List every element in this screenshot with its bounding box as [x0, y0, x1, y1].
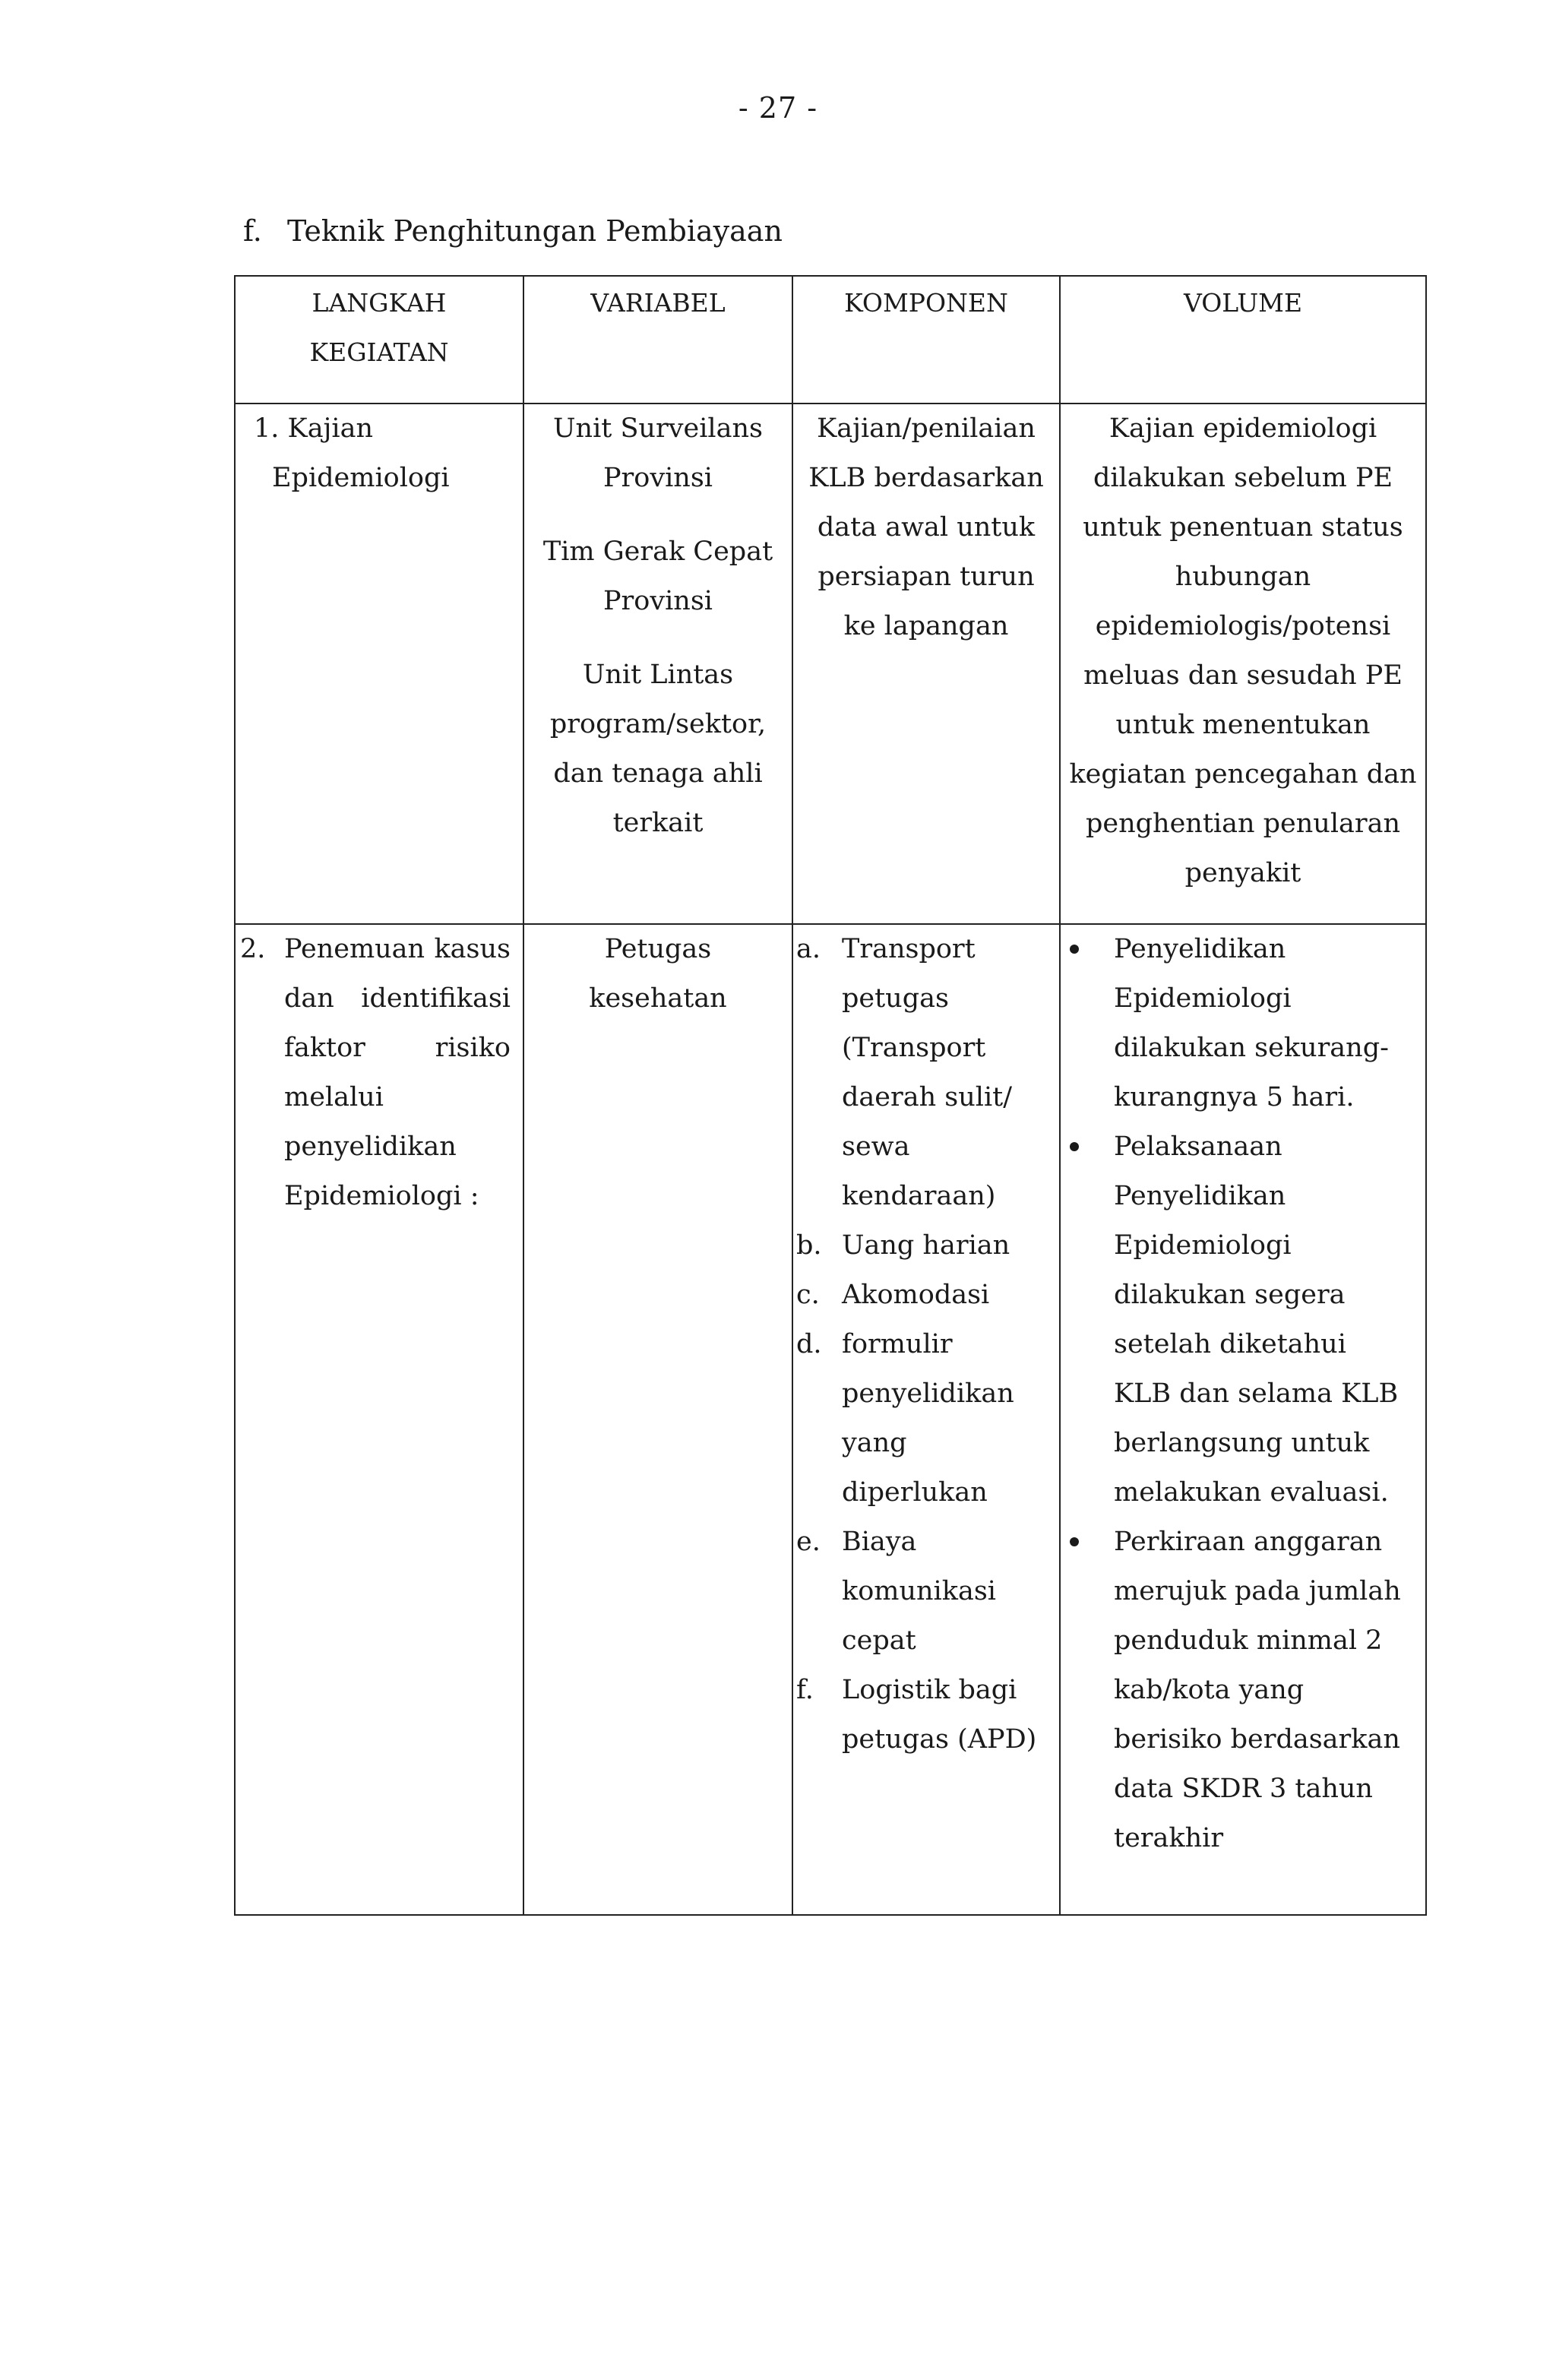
item-text: Transport petugas (Transport daerah sulit/ sewa kendaraan) [842, 934, 1012, 1211]
cell-langkah [235, 404, 523, 924]
list-item [793, 1518, 1059, 1666]
variabel-item: Unit Surveilans Provinsi [553, 413, 763, 493]
section-title-text: Teknik Penghitungan Pembiayaan [287, 214, 783, 248]
table-row [235, 924, 1426, 1915]
item-text: Perkiraan anggaran merujuk pada jumlah penduduk minmal 2 kab/kota yang berisiko berdasarkan data SKDR 3 tahun terakhir [1114, 1527, 1401, 1853]
table-header-row [235, 276, 1426, 404]
step-number: 1. [254, 413, 280, 444]
list-item [1061, 1122, 1425, 1518]
list-item [793, 1320, 1059, 1518]
volume-text: Kajian epidemiologi dilakukan sebelum PE untuk penentuan status hubungan epidemiologis/potensi meluas dan sesudah PE untuk menentukan kegiatan pencegahan dan penghentian penularan penyakit [1069, 413, 1417, 888]
section-letter: f. [243, 214, 262, 248]
list-item [793, 1666, 1059, 1764]
bullet-icon [1070, 1537, 1079, 1546]
item-letter: c. [796, 1280, 820, 1310]
list-item [1061, 1518, 1425, 1863]
cell-komponen [792, 404, 1060, 924]
header-line: VARIABEL [590, 288, 726, 318]
header-langkah-kegiatan [235, 276, 523, 404]
item-text: formulir penyelidikan yang diperlukan [842, 1329, 1014, 1508]
komponen-list [793, 925, 1059, 1764]
step-text: Epidemiologi [272, 463, 450, 493]
header-line: VOLUME [1183, 288, 1303, 318]
item-text: Uang harian [842, 1230, 1010, 1261]
header-variabel [523, 276, 792, 404]
cell-langkah [235, 924, 523, 1915]
list-item [1061, 925, 1425, 1122]
cost-calculation-table [234, 275, 1427, 1916]
item-letter: e. [796, 1527, 821, 1557]
header-volume [1060, 276, 1426, 404]
cell-komponen [792, 924, 1060, 1915]
section-title [243, 214, 783, 248]
header-line: KOMPONEN [844, 288, 1008, 318]
volume-list [1061, 925, 1425, 1863]
header-komponen [792, 276, 1060, 404]
variabel-item: Unit Lintas program/sektor, dan tenaga ahli terkait [549, 660, 767, 838]
step-number: 2. [240, 934, 266, 964]
cell-volume [1060, 924, 1426, 1915]
step-text: Penemuan kasus dan identifikasi faktor risiko melalui penyelidikan Epidemiologi : [284, 934, 511, 1211]
list-item [793, 925, 1059, 1221]
list-item [793, 1221, 1059, 1271]
item-letter: b. [796, 1230, 822, 1261]
page-number: - 27 - [738, 91, 818, 125]
table-row [235, 404, 1426, 924]
variabel-item: Tim Gerak Cepat Provinsi [542, 536, 773, 616]
step-label [236, 925, 523, 1221]
komponen-text: Kajian/penilaian KLB berdasarkan data awal untuk persiapan turun ke lapangan [808, 413, 1044, 641]
cell-variabel [523, 404, 792, 924]
header-line: KEGIATAN [309, 337, 449, 367]
cell-variabel [523, 924, 792, 1915]
item-text: Biaya komunikasi cepat [842, 1527, 996, 1656]
item-letter: f. [796, 1675, 814, 1705]
header-line: LANGKAH [312, 288, 447, 318]
item-text: Penyelidikan Epidemiologi dilakukan sekurang-kurangnya 5 hari. [1114, 934, 1389, 1112]
list-item [793, 1271, 1059, 1320]
step-text: Kajian [287, 413, 374, 444]
cell-volume [1060, 404, 1426, 924]
item-letter: a. [796, 934, 821, 964]
bullet-icon [1070, 945, 1079, 954]
step-label [236, 404, 523, 503]
item-text: Akomodasi [842, 1280, 990, 1310]
variabel-item: Petugas kesehatan [589, 934, 727, 1014]
item-text: Logistik bagi petugas (APD) [842, 1675, 1037, 1755]
item-letter: d. [796, 1329, 822, 1359]
item-text: Pelaksanaan Penyelidikan Epidemiologi dilakukan segera setelah diketahui KLB dan selama KLB berlangsung untuk melakukan evaluasi. [1114, 1131, 1399, 1508]
bullet-icon [1070, 1142, 1079, 1151]
